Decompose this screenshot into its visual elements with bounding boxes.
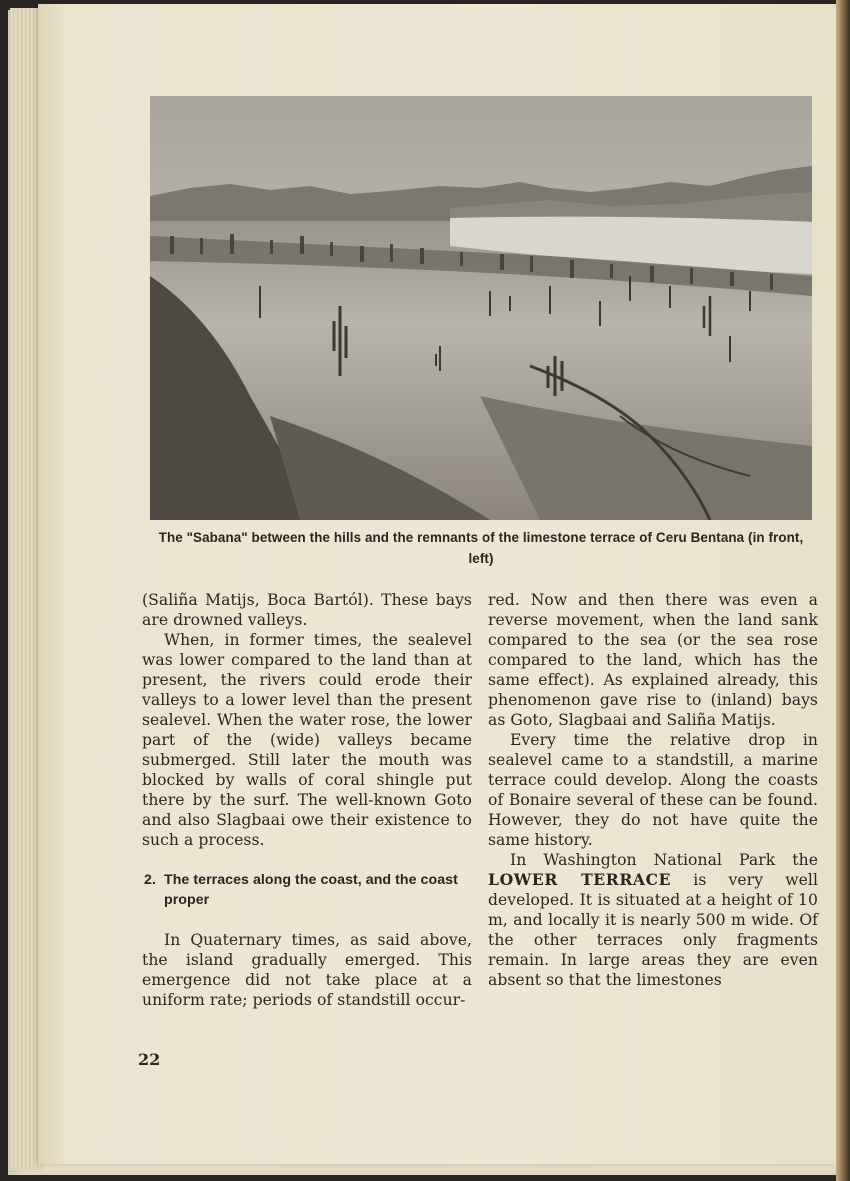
term-lower-terrace: LOWER TERRACE: [488, 870, 672, 889]
right-paragraph-2: Every time the relative drop in sealevel came to a standstill, a marine terrace could develop. Along the coasts of Bonaire several of these can be found. However, they do not have quite the same history.: [488, 731, 818, 849]
section-title: The terraces along the coast, and the coast proper: [164, 872, 458, 908]
section-number: 2.: [144, 872, 156, 888]
right-paragraph-1: red. Now and then there was even a reverse movement, when the land sank compared to the sea (or the sea rose compared to the land, which has the same effect). As explained already, this phenomenon gave rise to (inland) bays as Goto, Slagbaai and Saliña Matijs.: [488, 591, 818, 729]
figure-caption: The "Sabana" between the hills and the remnants of the limestone terrace of Ceru Bentana (in front, left): [158, 530, 804, 566]
left-column: [142, 590, 472, 1010]
section-heading: [142, 870, 472, 910]
page-number: 22: [138, 1050, 161, 1069]
left-paragraph-1: (Saliña Matijs, Boca Bartól). These bays are drowned valleys.: [142, 591, 472, 629]
binding-shadow: [836, 0, 850, 1181]
right-paragraph-3-end: is very well developed. It is situated at a height of 10 m, and locally it is nearly 500 m wide. Of the other terraces only fragments remain. In large areas they are even absent so that the limestones: [488, 871, 818, 989]
left-paragraph-2: When, in former times, the sealevel was lower compared to the land than at present, the rivers could erode their valleys to a lower level than the present sealevel. When the water rose, the lower part of the (wide) valleys became submerged. Still later the mouth was blocked by walls of coral shingle put there by the surf. The well-known Goto and also Slagbaai owe their existence to such a process.: [142, 631, 472, 849]
right-paragraph-3-start: In Washington National Park the: [510, 851, 818, 869]
landscape-photo: [150, 96, 812, 520]
right-column: [488, 590, 818, 990]
right-paragraph-3: [488, 850, 818, 990]
left-paragraph-3: In Quaternary times, as said above, the island gradually emerged. This emergence did not take place at a uniform rate; periods of standstill occur-: [142, 931, 472, 1009]
